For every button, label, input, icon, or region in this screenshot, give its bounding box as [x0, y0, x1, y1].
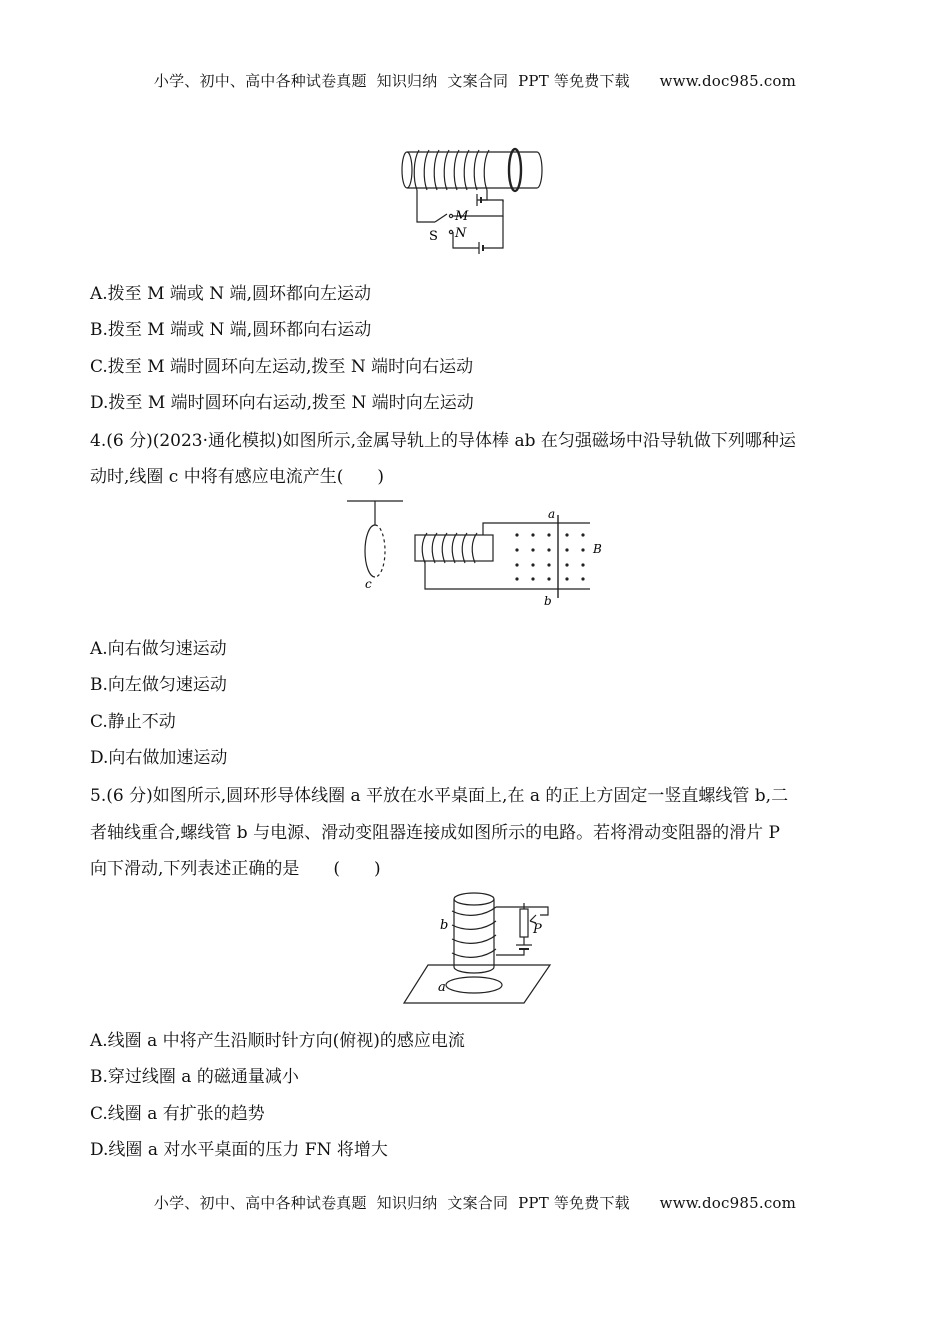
label-a: a: [438, 980, 446, 995]
label-m: M: [455, 209, 469, 224]
q4-option-a: A.向右做匀速运动: [90, 639, 227, 659]
q5-option-b: B.穿过线圈 a 的磁通量减小: [90, 1067, 299, 1087]
q4-stem-line1: 4.(6 分)(2023·通化模拟)如图所示,金属导轨上的导体棒 ab 在匀强磁场中沿导轨做下列哪种运: [90, 431, 796, 451]
q4-stem-line2: 动时,线圈 c 中将有感应电流产生( ): [90, 467, 384, 487]
label-b: b: [544, 594, 552, 607]
q5-option-a: A.线圈 a 中将产生沿顺时针方向(俯视)的感应电流: [90, 1031, 465, 1051]
q5-option-c: C.线圈 a 有扩张的趋势: [90, 1104, 265, 1124]
vertical-solenoid-figure: [400, 885, 560, 1007]
page-footer: 小学、初中、高中各种试卷真题 知识归纳 文案合同 PPT 等免费下载 www.doc985.com: [153, 1194, 797, 1212]
q4-option-b: B.向左做匀速运动: [90, 675, 227, 695]
solenoid-ring-figure: [395, 140, 555, 255]
q5-stem-line1: 5.(6 分)如图所示,圆环形导体线圈 a 平放在水平桌面上,在 a 的正上方固定一竖直螺线管 b,二: [90, 786, 789, 806]
q4-option-c: C.静止不动: [90, 712, 176, 732]
q3-option-d: D.拨至 M 端时圆环向右运动,拨至 N 端时向左运动: [90, 393, 474, 413]
label-c: c: [365, 577, 372, 591]
label-s: S: [429, 229, 438, 244]
label-a: a: [548, 507, 556, 521]
q3-option-c: C.拨至 M 端时圆环向左运动,拨至 N 端时向右运动: [90, 357, 474, 377]
q5-option-d: D.线圈 a 对水平桌面的压力 FN 将增大: [90, 1140, 388, 1160]
label-b: b: [440, 918, 449, 933]
rail-field-figure: [345, 495, 610, 607]
label-p: P: [533, 922, 542, 937]
q5-stem-line3: 向下滑动,下列表述正确的是 ( ): [90, 859, 381, 879]
q5-stem-line2: 者轴线重合,螺线管 b 与电源、滑动变阻器连接成如图所示的电路。若将滑动变阻器的滑片 P: [90, 823, 780, 843]
q3-option-a: A.拨至 M 端或 N 端,圆环都向左运动: [90, 284, 371, 304]
label-n: N: [455, 226, 467, 241]
q4-option-d: D.向右做加速运动: [90, 748, 228, 768]
label-field-b: B: [593, 542, 602, 556]
q3-option-b: B.拨至 M 端或 N 端,圆环都向右运动: [90, 320, 372, 340]
page-header: 小学、初中、高中各种试卷真题 知识归纳 文案合同 PPT 等免费下载 www.doc985.com: [153, 72, 797, 90]
